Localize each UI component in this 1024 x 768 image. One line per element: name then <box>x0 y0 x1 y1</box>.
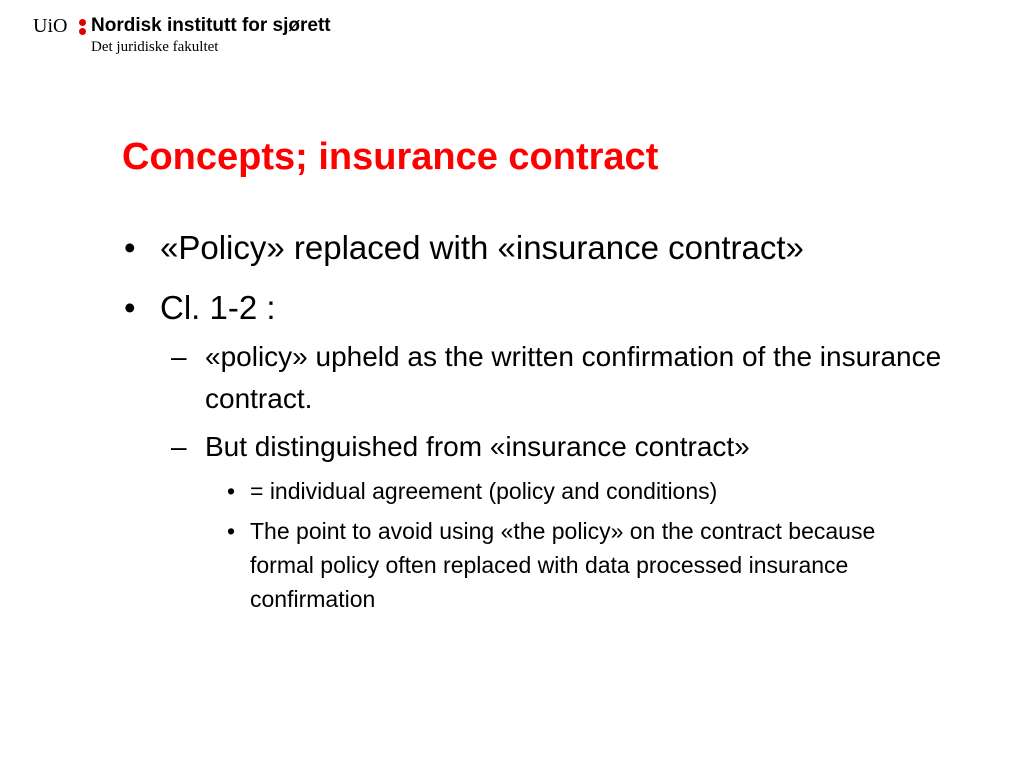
bullet-marker: • <box>227 518 236 544</box>
dash-marker: – <box>171 341 187 372</box>
logo-dots-icon <box>79 17 86 37</box>
slide-title: Concepts; insurance contract <box>122 136 659 178</box>
sub-bullet-item <box>171 336 980 420</box>
dash-marker: – <box>171 431 187 462</box>
sub-sub-bullet-text: = individual agreement (policy and conditions) <box>250 478 718 504</box>
bullet-marker: • <box>124 289 136 326</box>
bullet-marker: • <box>227 478 236 504</box>
bullet-item <box>120 228 980 268</box>
sub-bullet-text: But distinguished from «insurance contract» <box>205 431 750 462</box>
sub-bullet-text: «policy» upheld as the written confirmation of the insurance contract. <box>205 341 942 414</box>
bullet-item <box>120 288 980 328</box>
sub-bullet-item <box>171 426 980 468</box>
logo-uio-text: UiO <box>33 15 68 37</box>
bullet-text: «Policy» replaced with «insurance contract» <box>160 229 804 266</box>
sub-sub-bullet-item <box>227 514 980 616</box>
institute-name: Nordisk institutt for sjørett <box>91 15 331 36</box>
sub-sub-bullet-item <box>227 474 980 508</box>
sub-sub-bullet-text: The point to avoid using «the policy» on the contract because formal policy often replaced with data processed insurance confirmation <box>250 518 876 612</box>
bullet-text: Cl. 1-2 : <box>160 289 276 326</box>
faculty-name: Det juridiske fakultet <box>91 39 219 55</box>
bullet-marker: • <box>124 229 136 266</box>
slide-body <box>120 228 980 622</box>
